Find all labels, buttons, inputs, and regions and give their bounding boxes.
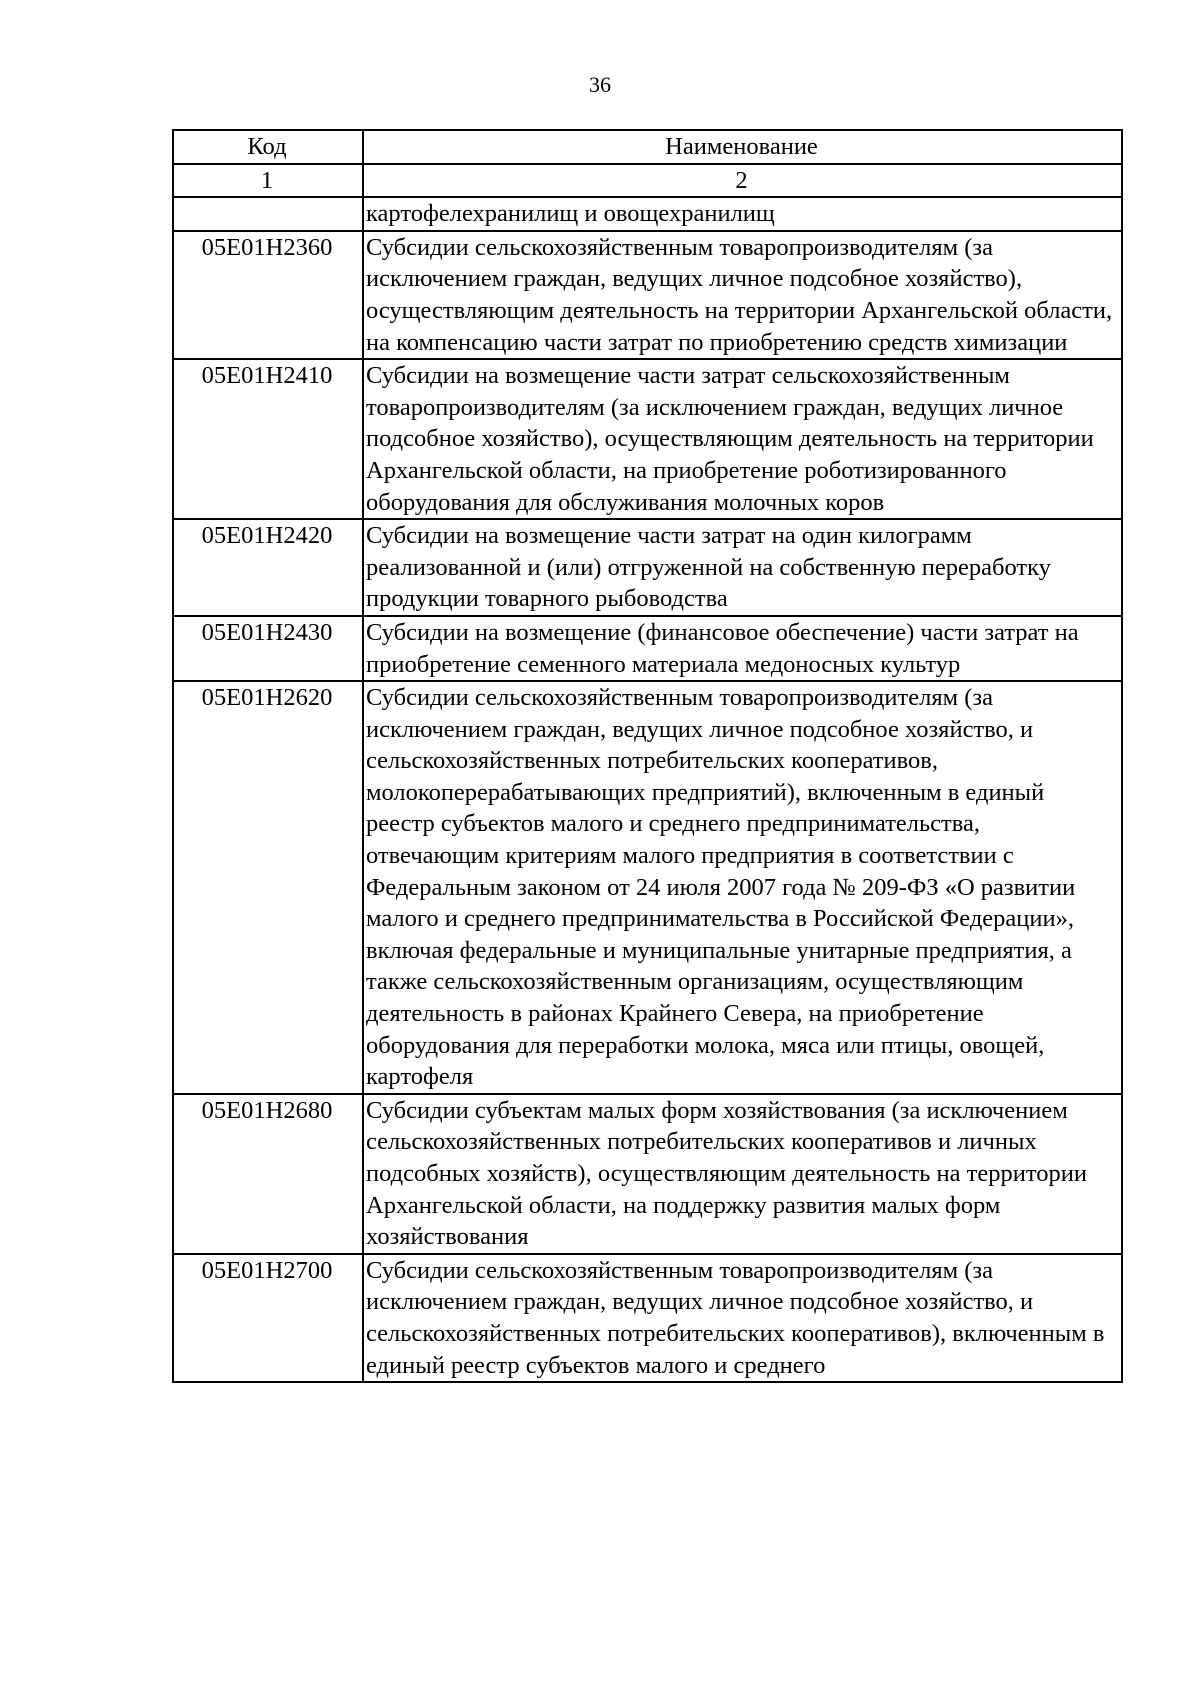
- table-row: [173, 359, 1122, 519]
- table-row: [173, 1094, 1122, 1254]
- table-row: [173, 519, 1122, 616]
- table-row: [173, 231, 1122, 359]
- column-number-2: 2: [363, 164, 1122, 198]
- column-number-1: 1: [173, 164, 363, 198]
- row-code: 05Е01Н2620: [173, 681, 363, 1094]
- row-code: 05Е01Н2430: [173, 616, 363, 681]
- table-header-row: [173, 130, 1122, 164]
- row-name: Субсидии сельскохозяйственным товаропроизводителям (за исключением граждан, ведущих личное подсобное хозяйство, и сельскохозяйственных потребительских кооперативов, молокоперерабатывающих предприятий), включенным в единый реестр субъектов малого и среднего предпринимательства, отвечающим критериям малого предприятия в соответствии с Федеральным законом от 24 июля 2007 года № 209-ФЗ «О развитии малого и среднего предпринимательства в Российской Федерации», включая федеральные и муниципальные унитарные предприятия, а также сельскохозяйственным организациям, осуществляющим деятельность в районах Крайнего Севера, на приобретение оборудования для переработки молока, мяса или птицы, овощей, картофеля: [363, 681, 1122, 1094]
- row-code: 05Е01Н2420: [173, 519, 363, 616]
- row-code: 05Е01Н2700: [173, 1254, 363, 1382]
- row-name: Субсидии субъектам малых форм хозяйствования (за исключением сельскохозяйственных потребительских кооперативов и личных подсобных хозяйств), осуществляющим деятельность на территории Архангельской области, на поддержку развития малых форм хозяйствования: [363, 1094, 1122, 1254]
- header-code: Код: [173, 130, 363, 164]
- table-row: [173, 681, 1122, 1094]
- table-row: [173, 197, 1122, 231]
- row-name: Субсидии на возмещение части затрат сельскохозяйственным товаропроизводителям (за исключением граждан, ведущих личное подсобное хозяйство), осуществляющим деятельность на территории Архангельской области, на приобретение роботизированного оборудования для обслуживания молочных коров: [363, 359, 1122, 519]
- row-code: 05Е01Н2360: [173, 231, 363, 359]
- column-number-row: [173, 164, 1122, 198]
- row-name: Субсидии на возмещение части затрат на один килограмм реализованной и (или) отгруженной на собственную переработку продукции товарного рыбоводства: [363, 519, 1122, 616]
- table-row: [173, 616, 1122, 681]
- row-name: Субсидии на возмещение (финансовое обеспечение) части затрат на приобретение семенного материала медоносных культур: [363, 616, 1122, 681]
- row-code: 05Е01Н2680: [173, 1094, 363, 1254]
- row-name: картофелехранилищ и овощехранилищ: [363, 197, 1122, 231]
- row-name: Субсидии сельскохозяйственным товаропроизводителям (за исключением граждан, ведущих личное подсобное хозяйство, и сельскохозяйственных потребительских кооперативов), включенным в единый реестр субъектов малого и среднего: [363, 1254, 1122, 1382]
- row-code: 05Е01Н2410: [173, 359, 363, 519]
- page-number: 36: [589, 72, 611, 97]
- header-name: Наименование: [363, 130, 1122, 164]
- row-code: [173, 197, 363, 231]
- table-row: [173, 1254, 1122, 1382]
- budget-code-table: [172, 129, 1123, 1383]
- row-name: Субсидии сельскохозяйственным товаропроизводителям (за исключением граждан, ведущих личное подсобное хозяйство), осуществляющим деятельность на территории Архангельской области, на компенсацию части затрат по приобретению средств химизации: [363, 231, 1122, 359]
